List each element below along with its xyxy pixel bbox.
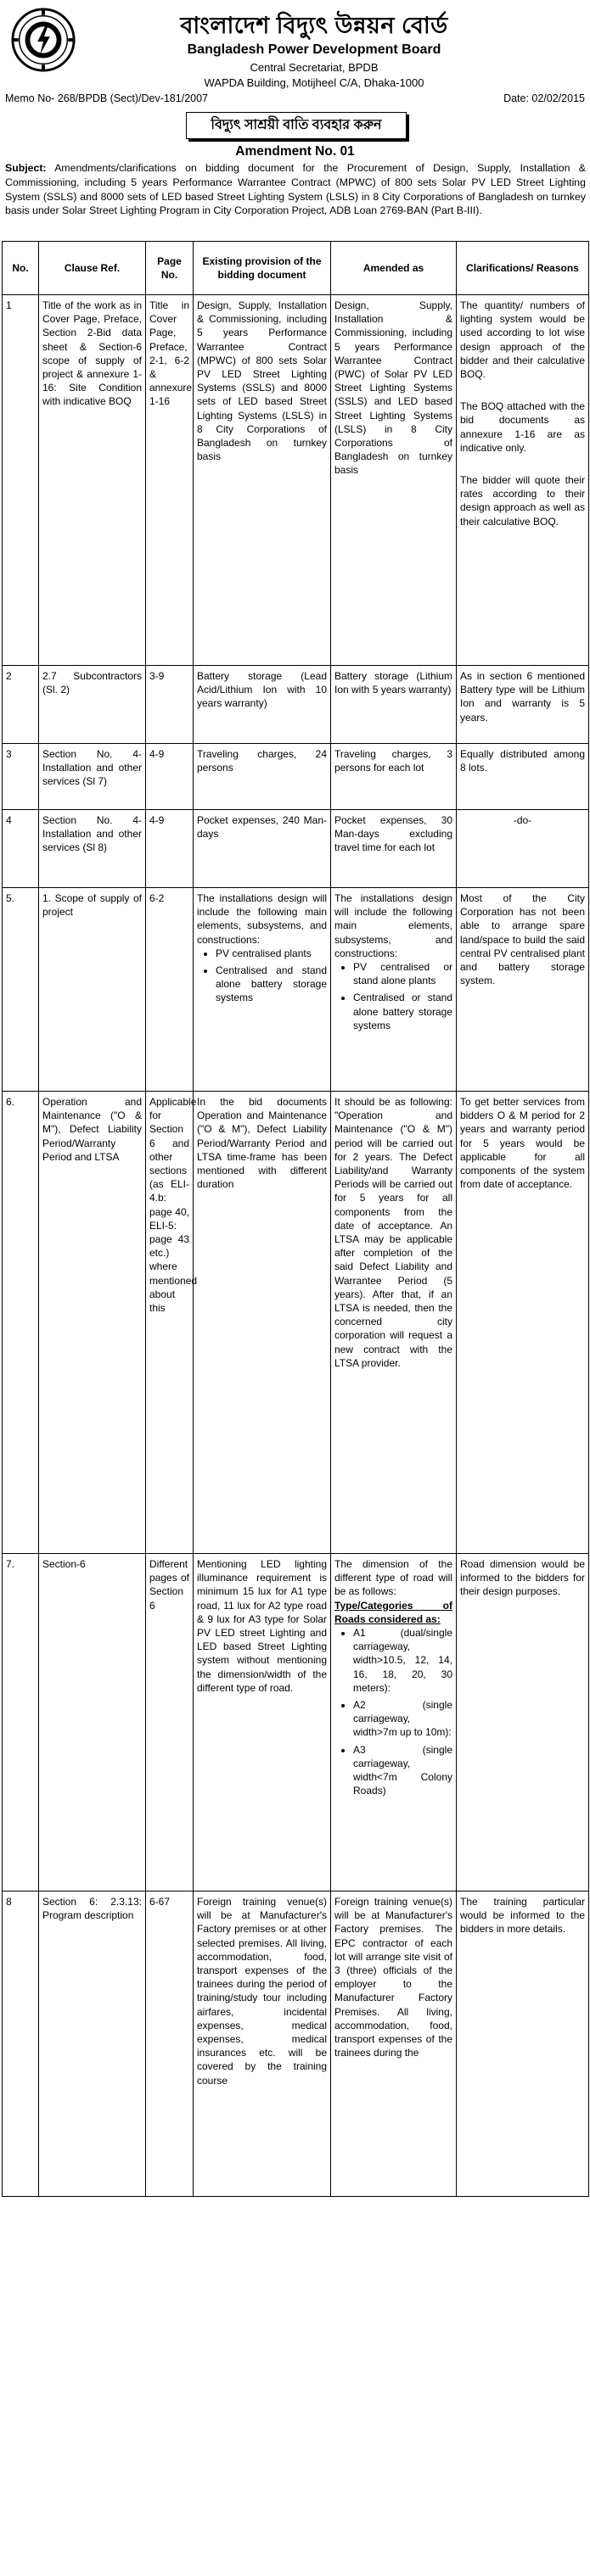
header-existing-provision: Existing provision of the bidding document: [194, 242, 331, 295]
board-title-english: Bangladesh Power Development Board: [187, 42, 441, 57]
row-no: 5.: [3, 888, 39, 1092]
row-clause: Section 6: 2.3.13: Program description: [39, 1891, 146, 2197]
list-item: • PV centralised or stand alone plants: [353, 960, 452, 987]
row-amended: Design, Supply, Installation & Commissioning, including 5 years Performance Warrantee Contract (PWC) of Solar PV LED Street Lighting Systems (SSLS) and LED based Street Lighting Systems (LSLS) in 8 City Corporations of Bangladesh on turnkey basis: [331, 295, 457, 666]
list-item: • A2 (single carriageway, width>7m up to 10m):: [353, 1698, 452, 1740]
row-existing: In the bid documents Operation and Maintenance ("O & M"), Defect Liability Period/Warranty Period and LTSA time-frame has been mentioned with different duration: [194, 1092, 331, 1554]
row-existing: Design, Supply, Installation & Commissioning, including 5 years Performance Warrantee Contract (MPWC) of 800 sets Solar PV LED Street Lighting Systems (SSLS) and 8000 sets of LED based Street Lighting Systems (LSLS) in 8 City Corporations of Bangladesh on turnkey basis: [194, 295, 331, 666]
row-existing: Mentioning LED lighting illuminance requirement is minimum 15 lux for A1 type road, 11 lux for A2 type road & 9 lux for A3 type for Solar PV LED street Lighting and LED based Street Lighting system without mentioning the dimension/width of the different type of road.: [194, 1554, 331, 1891]
document-date: Date: 02/02/2015: [503, 92, 585, 104]
row-clause: Title of the work as in Cover Page, Preface, Section 2-Bid data sheet & Section-6 scope of supply of project & annexure 1-16: Site Condition with indicative BOQ: [39, 295, 146, 666]
row-no: 2: [3, 666, 39, 744]
existing-intro: The installations design will include the following main elements, subsystems, and constructions:: [197, 892, 327, 946]
list-item: • Centralised or stand alone battery storage systems: [353, 991, 452, 1032]
row-reasons: As in section 6 mentioned Battery type will be Lithium Ion and warranty is 5 years.: [457, 666, 589, 744]
reason-paragraph: The quantity/ numbers of lighting system would be used according to lot wise design approach of the bidder and their calculative BOQ.: [460, 299, 585, 381]
row-amended: It should be as following: "Operation and Maintenance ("O & M") period will be carried out for 2 years. The Defect Liability/and Warranty Periods will be carried out for 5 years for all components from the date of acceptance. An LTSA may be applicable after completion of the said Defect Liability and Warrantee Period (5 years). After that, if an LTSA is needed, then the concerned city corporation will request a new contract with the LTSA provider.: [331, 1092, 457, 1554]
row-page: Title in Cover Page, Preface, 2-1, 6-2 & annexure 1-16: [146, 295, 194, 666]
address-line-2: WAPDA Building, Motijheel C/A, Dhaka-1000: [204, 76, 424, 89]
row-page: 6-67: [146, 1891, 194, 2197]
row-amended: Pocket expenses, 30 Man-days excluding travel time for each lot: [331, 810, 457, 888]
header-no: No.: [3, 242, 39, 295]
header-amended-as: Amended as: [331, 242, 457, 295]
row-page: 4-9: [146, 744, 194, 810]
row-page: Different pages of Section 6: [146, 1554, 194, 1891]
address-line-1: Central Secretariat, BPDB: [250, 61, 379, 74]
row-existing: Traveling charges, 24 persons: [194, 744, 331, 810]
table-row: [3, 1554, 589, 1891]
row-reasons: The training particular would be informed to the bidders in more details.: [457, 1891, 589, 2197]
row-reasons: To get better services from bidders O & M period for 2 years and warranty period for 5 years would be applicable for all components of the system from date of acceptance.: [457, 1092, 589, 1554]
row-existing: Pocket expenses, 240 Man-days: [194, 810, 331, 888]
energy-saving-banner: বিদ্যুৎ সাশ্রয়ী বাতি ব্যবহার করুন: [186, 112, 407, 139]
row-existing: [194, 888, 331, 1092]
row-reasons: Equally distributed among 8 lots.: [457, 744, 589, 810]
table-row: [3, 744, 589, 810]
row-amended: Battery storage (Lithium Ion with 5 years warranty): [331, 666, 457, 744]
table-header-row: [3, 242, 589, 295]
table-row: [3, 666, 589, 744]
table-row: [3, 888, 589, 1092]
list-item: • PV centralised plants: [216, 947, 327, 960]
memo-number: Memo No- 268/BPDB (Sect)/Dev-181/2007: [5, 92, 208, 104]
row-amended: Traveling charges, 3 persons for each lot: [331, 744, 457, 810]
table-row: [3, 295, 589, 666]
list-item: • A3 (single carriageway, width<7m Colony Roads): [353, 1743, 452, 1798]
row-clause: 1. Scope of supply of project: [39, 888, 146, 1092]
road-category-list: [334, 1626, 452, 1797]
list-item: • A1 (dual/single carriageway, width>10.5, 12, 14, 16, 18, 20, 30 meters):: [353, 1626, 452, 1695]
table-row: [3, 810, 589, 888]
list-item: • Centralised and stand alone battery storage systems: [216, 964, 327, 1005]
row-amended: [331, 888, 457, 1092]
row-no: 1: [3, 295, 39, 666]
row-reasons: [457, 295, 589, 666]
amended-intro: The installations design will include the following main elements, subsystems, and constructions:: [334, 892, 452, 959]
subject-text: Amendments/clarifications on bidding document for the Procurement of Design, Supply, Installation & Commissioning, including 5 years Performance Warrantee Contract (MPWC) of 800 sets Solar PV LED Street Lighting System (SSLS) and 8000 sets of LED based Street Lighting System (LSLS) in 8 City Corporations of Bangladesh on turnkey basis under Solar Street Lighting Program in City Corporation Project, ADB Loan 2769-BAN (Part B-III).: [5, 162, 586, 217]
row-no: 6.: [3, 1092, 39, 1554]
reason-paragraph: The BOQ attached with the bid documents as annexure 1-16 are as indicative only.: [460, 400, 585, 454]
existing-bullet-list: [197, 947, 327, 1005]
row-no: 7.: [3, 1554, 39, 1891]
row-clause: Operation and Maintenance ("O & M"), Defect Liability Period/Warranty Period and LTSA: [39, 1092, 146, 1554]
row-no: 8: [3, 1891, 39, 2197]
amended-bullet-list: [334, 960, 452, 1032]
amended-intro: The dimension of the different type of road will be as follows:: [334, 1558, 452, 1598]
row-reasons: -do-: [457, 810, 589, 888]
row-existing: Foreign training venue(s) will be at Manufacturer's Factory premises or at other selected premises. All living, accommodation, food, transport expenses of the trainees during the period of training/study tour including airfares, incidental expenses, medical expenses, medical insurances etc. will be covered by the training course: [194, 1891, 331, 2197]
row-clause: Section No. 4- Installation and other services (Sl 8): [39, 810, 146, 888]
header-clause-ref: Clause Ref.: [39, 242, 146, 295]
bpdb-logo-icon: [10, 7, 76, 73]
table-row: [3, 1092, 589, 1554]
row-page: 4-9: [146, 810, 194, 888]
row-clause: Section-6: [39, 1554, 146, 1891]
row-reasons: Most of the City Corporation has not been able to arrange spare land/space to build the said central PV centralised plant and battery storage system.: [457, 888, 589, 1092]
row-reasons: Road dimension would be informed to the bidders for their design purposes.: [457, 1554, 589, 1891]
row-existing: Battery storage (Lead Acid/Lithium Ion with 10 years warranty): [194, 666, 331, 744]
row-amended: Foreign training venue(s) will be at Manufacturer's Factory premises. The EPC contractor of each lot will arrange site visit of 3 (three) officials of the employer to the Manufacturer Factory Premises. All living, accommodation, food, transport expenses of the trainees during the: [331, 1891, 457, 2197]
row-page: 6-2: [146, 888, 194, 1092]
amendment-table: [2, 241, 589, 2197]
subject-paragraph: [5, 161, 586, 218]
row-page: Applicable for Section 6 and other sections (as ELI-4.b: page 40, ELI-5: page 43 etc.) where mentioned about this: [146, 1092, 194, 1554]
reason-paragraph: The bidder will quote their rates according to their design approach as well as their calculative BOQ.: [460, 474, 585, 528]
header-clarifications: Clarifications/ Reasons: [457, 242, 589, 295]
header-page-no: Page No.: [146, 242, 194, 295]
row-no: 4: [3, 810, 39, 888]
row-amended: [331, 1554, 457, 1891]
row-clause: Section No. 4- Installation and other services (Sl 7): [39, 744, 146, 810]
subject-label: Subject:: [5, 162, 47, 174]
row-no: 3: [3, 744, 39, 810]
row-clause: 2.7 Subcontractors (Sl. 2): [39, 666, 146, 744]
row-page: 3-9: [146, 666, 194, 744]
road-category-heading: Type/Categories of Roads considered as:: [334, 1599, 452, 1625]
amendment-title: Amendment No. 01: [235, 144, 355, 159]
table-row: [3, 1891, 589, 2197]
board-title-bengali: বাংলাদেশ বিদ্যুৎ উন্নয়ন বোর্ড: [180, 13, 448, 38]
